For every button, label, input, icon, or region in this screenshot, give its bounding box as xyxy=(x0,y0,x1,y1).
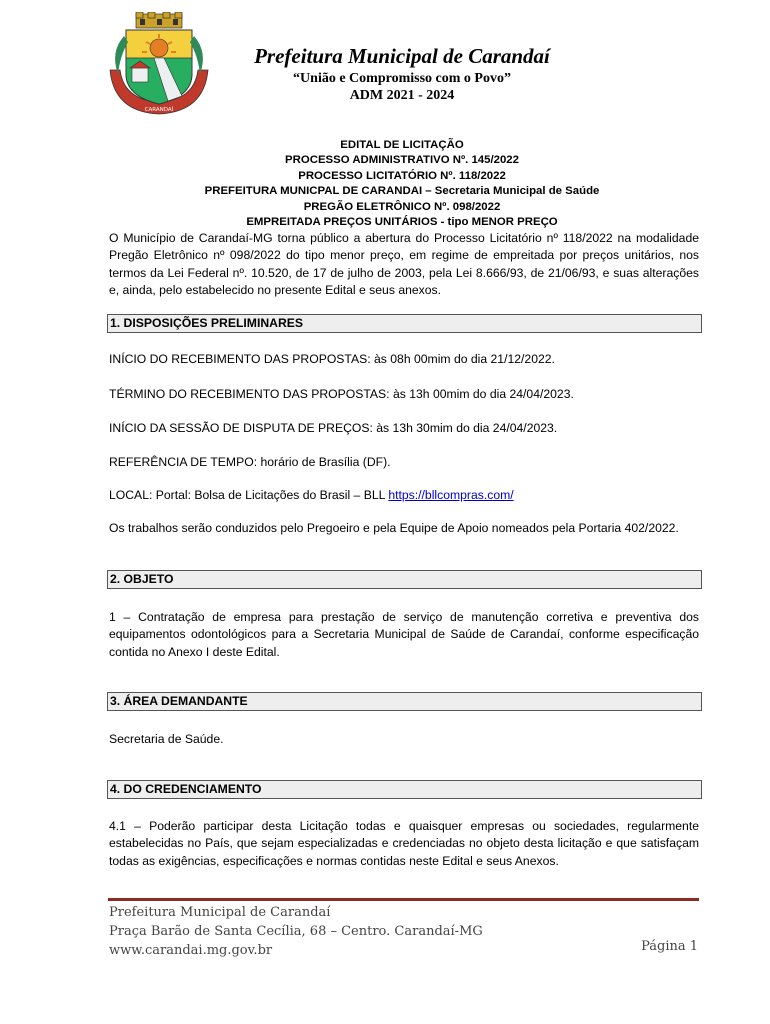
referencia-tempo: REFERÊNCIA DE TEMPO: horário de Brasília (DF). xyxy=(109,455,391,469)
inicio-recebimento-propostas: INÍCIO DO RECEBIMENTO DAS PROPOSTAS: às 08h 00mim do dia 21/12/2022. xyxy=(109,352,555,366)
edital-title: EDITAL DE LICITAÇÃO xyxy=(340,139,464,151)
footer-website: www.carandai.mg.gov.br xyxy=(109,943,273,958)
footer-org-name: Prefeitura Municipal de Carandaí xyxy=(109,905,331,920)
motto-text: “União e Compromisso com o Povo” xyxy=(293,71,511,86)
edital-heading xyxy=(109,138,695,230)
intro-paragraph: O Município de Carandaí-MG torna público a abertura do Processo Licitatório nº 118/2022 na modalidade Pregão Eletrônico nº 098/2022 do tipo menor preço, em regime de empreitada por preços unitários, nos termos da Lei Federal nº. 10.520, de 17 de julho de 2003, pela Lei 8.666/93, de 21/06/93, e suas alterações e, ainda, pelo estabelecido no presente Edital e seus anexos. xyxy=(109,231,699,298)
page-footer xyxy=(109,903,699,960)
section-heading-area-demandante: 3. ÁREA DEMANDANTE xyxy=(107,692,702,711)
local-label: LOCAL: Portal: Bolsa de Licitações do Brasil – BLL xyxy=(109,488,389,502)
termino-recebimento-propostas: TÉRMINO DO RECEBIMENTO DAS PROPOSTAS: às 13h 00mim do dia 24/04/2023. xyxy=(109,387,574,401)
footer-divider xyxy=(108,898,699,901)
processo-licitatorio: PROCESSO LICITATÓRIO Nº. 118/2022 xyxy=(298,169,506,182)
crest-label: CARANDAÍ xyxy=(144,107,174,113)
pregao-eletronico: PREGÃO ELETRÔNICO Nº. 098/2022 xyxy=(303,200,501,213)
empreitada-tipo: EMPREITADA PREÇOS UNITÁRIOS - tipo MENOR PREÇO xyxy=(246,216,558,229)
inicio-sessao-disputa: INÍCIO DA SESSÃO DE DISPUTA DE PREÇOS: às 13h 30mim do dia 24/04/2023. xyxy=(109,421,558,435)
section-heading-disposicoes: 1. DISPOSIÇÕES PRELIMINARES xyxy=(107,314,702,333)
municipal-crest-logo xyxy=(106,12,212,116)
bll-compras-link[interactable]: https://bllcompras.com/ xyxy=(388,488,514,502)
page-header-title: Prefeitura Municipal de Carandaí xyxy=(254,44,550,68)
local-portal xyxy=(109,487,699,504)
prefeitura-secretaria: PREFEITURA MUNICPAL DE CARANDAI – Secretaria Municipal de Saúde xyxy=(204,185,600,198)
page-number: Página 1 xyxy=(641,939,698,954)
trabalhos-paragraph: Os trabalhos serão conduzidos pelo Pregoeiro e pela Equipe de Apoio nomeados pela Portaria 402/2022. xyxy=(109,521,679,535)
objeto-paragraph: 1 – Contratação de empresa para prestação de serviço de manutenção corretiva e preventiva dos equipamentos odontológicos para a Secretaria Municipal de Saúde de Carandaí, conforme especificação contida no Anexo I deste Edital. xyxy=(109,610,699,659)
area-demandante-text: Secretaria de Saúde. xyxy=(109,732,224,746)
credenciamento-paragraph: 4.1 – Poderão participar desta Licitação todas e quaisquer empresas ou sociedades, regularmente estabelecidas no País, que sejam especializadas e credenciadas no objeto desta licitação e que satisfaçam todas as exigências, especificações e normas contidas neste Edital e seus Anexos. xyxy=(109,819,699,868)
section-heading-credenciamento: 4. DO CREDENCIAMENTO xyxy=(107,780,702,799)
page-header-motto xyxy=(200,70,604,104)
processo-administrativo: PROCESSO ADMINISTRATIVO Nº. 145/2022 xyxy=(285,154,519,167)
section-heading-objeto: 2. OBJETO xyxy=(107,570,702,589)
footer-address: Praça Barão de Santa Cecília, 68 – Centro. Carandaí-MG xyxy=(109,924,483,939)
administration-period: ADM 2021 - 2024 xyxy=(349,88,455,103)
